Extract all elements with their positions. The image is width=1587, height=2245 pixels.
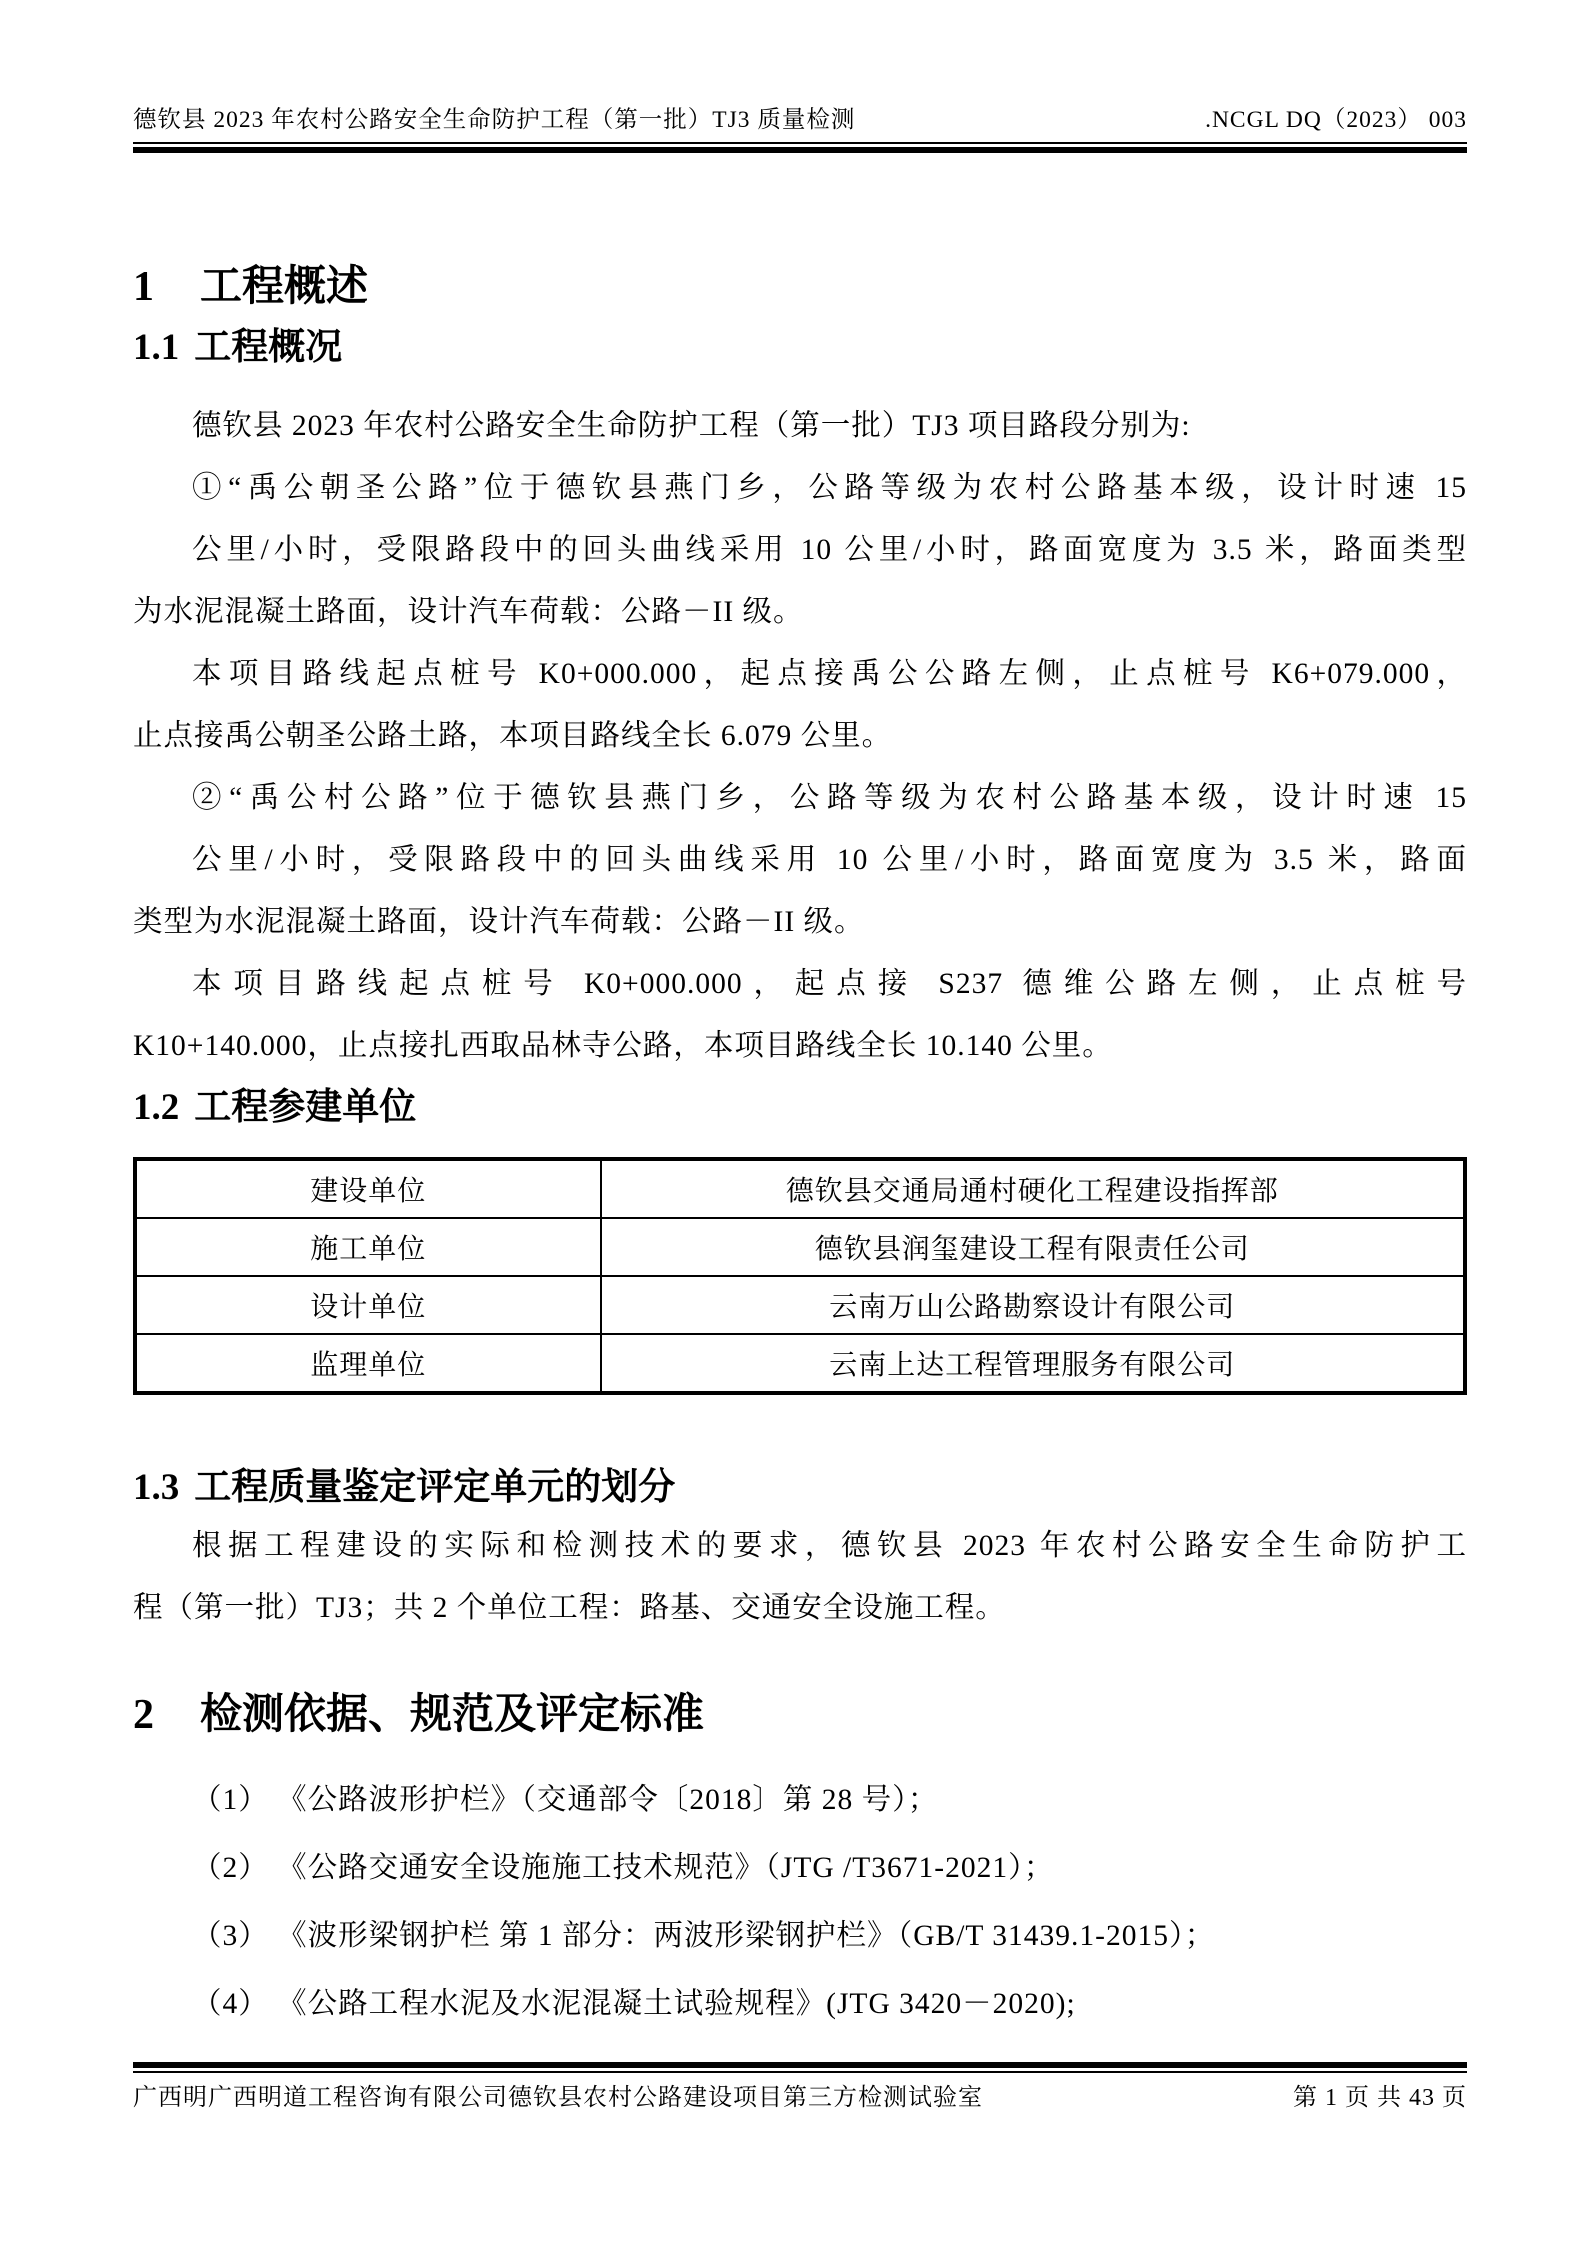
section-1-3-body bbox=[133, 1515, 1467, 1639]
section-1-2-number: 1.2 bbox=[133, 1087, 180, 1128]
table-value: 德钦县润玺建设工程有限责任公司 bbox=[601, 1218, 1466, 1276]
header-rule-thick-line bbox=[133, 147, 1467, 153]
table-label: 设计单位 bbox=[135, 1276, 601, 1334]
table-value: 德钦县交通局通村硬化工程建设指挥部 bbox=[601, 1159, 1466, 1218]
footer-rule-thin-line bbox=[133, 2071, 1467, 2073]
section-2-title: 检测依据、规范及评定标准 bbox=[200, 1692, 705, 1738]
paragraph-line: 公里/小时，受限路段中的回头曲线采用 10 公里/小时，路面宽度为 3.5 米，路面 bbox=[192, 844, 1467, 876]
section-1-1-heading bbox=[133, 325, 1467, 371]
section-1-number: 1 bbox=[133, 264, 154, 310]
table-row bbox=[135, 1276, 1465, 1334]
paragraph-line: 本项目路线起点桩号 K0+000.000，起点接 S237 德维公路左侧，止点桩号 bbox=[192, 968, 1467, 1000]
section-1-title: 工程概述 bbox=[200, 264, 369, 310]
participants-table bbox=[133, 1157, 1467, 1395]
reference-item: （1） 《公路波形护栏》（交通部令〔2018〕第 28 号）； bbox=[192, 1784, 939, 1816]
footer-page-number: 第 1 页 共 43 页 bbox=[1293, 2085, 1467, 2111]
section-1-2-heading bbox=[133, 1085, 1467, 1131]
table-row bbox=[135, 1218, 1465, 1276]
reference-item: （4） 《公路工程水泥及水泥混凝土试验规程》(JTG 3420－2020); bbox=[192, 1988, 1076, 2020]
paragraph-line: 止点接禹公朝圣公路土路，本项目路线全长 6.079 公里。 bbox=[133, 720, 893, 752]
table-row bbox=[135, 1159, 1465, 1218]
reference-item: （2） 《公路交通安全设施施工技术规范》（JTG /T3671-2021）； bbox=[192, 1852, 1055, 1884]
section-1-heading bbox=[133, 261, 1467, 313]
paragraph-line: 德钦县 2023 年农村公路安全生命防护工程（第一批）TJ3 项目路段分别为: bbox=[192, 410, 1191, 442]
footer-organization: 广西明广西明道工程咨询有限公司德钦县农村公路建设项目第三方检测试验室 bbox=[133, 2085, 983, 2111]
table-value: 云南万山公路勘察设计有限公司 bbox=[601, 1276, 1466, 1334]
section-2-heading bbox=[133, 1689, 1467, 1741]
section-1-3-heading bbox=[133, 1465, 1467, 1511]
section-1-1-body bbox=[133, 395, 1467, 1077]
footer-rule bbox=[133, 2062, 1467, 2073]
header-project-title: 德钦县 2023 年农村公路安全生命防护工程（第一批）TJ3 质量检测 bbox=[133, 107, 856, 133]
reference-list bbox=[133, 1769, 1467, 2035]
paragraph-line: 为水泥混凝土路面，设计汽车荷载：公路－II 级。 bbox=[133, 596, 804, 628]
paragraph-line: 根据工程建设的实际和检测技术的要求，德钦县 2023 年农村公路安全生命防护工 bbox=[192, 1530, 1467, 1562]
paragraph-line: 程（第一批）TJ3；共 2 个单位工程：路基、交通安全设施工程。 bbox=[133, 1592, 1006, 1624]
reference-item: （3） 《波形梁钢护栏 第 1 部分：两波形梁钢护栏》（GB/T 31439.1-2015）； bbox=[192, 1920, 1216, 1952]
table-label: 施工单位 bbox=[135, 1218, 601, 1276]
table-value: 云南上达工程管理服务有限公司 bbox=[601, 1334, 1466, 1393]
paragraph-line: 类型为水泥混凝土路面，设计汽车荷载：公路－II 级。 bbox=[133, 906, 865, 938]
page-header bbox=[133, 104, 1467, 136]
section-1-1-number: 1.1 bbox=[133, 327, 180, 368]
section-1-3-title: 工程质量鉴定评定单元的划分 bbox=[194, 1467, 676, 1508]
section-1-3-number: 1.3 bbox=[133, 1467, 180, 1508]
header-rule bbox=[133, 142, 1467, 153]
table-label: 监理单位 bbox=[135, 1334, 601, 1393]
header-doc-number: .NCGL DQ（2023） 003 bbox=[1205, 107, 1467, 133]
page-footer bbox=[133, 2062, 1467, 2115]
footer-text bbox=[133, 2081, 1467, 2115]
paragraph-line: 本项目路线起点桩号 K0+000.000，起点接禹公公路左侧，止点桩号 K6+079.000， bbox=[192, 658, 1467, 690]
table-label: 建设单位 bbox=[135, 1159, 601, 1218]
section-1-1-title: 工程概况 bbox=[194, 327, 343, 368]
paragraph-line: ②“禹公村公路”位于德钦县燕门乡，公路等级为农村公路基本级，设计时速 15 bbox=[192, 782, 1467, 814]
table-row bbox=[135, 1334, 1465, 1393]
section-2-number: 2 bbox=[133, 1692, 154, 1738]
paragraph-line: K10+140.000，止点接扎西取品林寺公路，本项目路线全长 10.140 公里。 bbox=[133, 1030, 1113, 1062]
paragraph-line: 公里/小时，受限路段中的回头曲线采用 10 公里/小时，路面宽度为 3.5 米，路面类型 bbox=[192, 534, 1467, 566]
paragraph-line: ①“禹公朝圣公路”位于德钦县燕门乡，公路等级为农村公路基本级，设计时速 15 bbox=[192, 472, 1467, 504]
section-1-2-title: 工程参建单位 bbox=[194, 1087, 417, 1128]
